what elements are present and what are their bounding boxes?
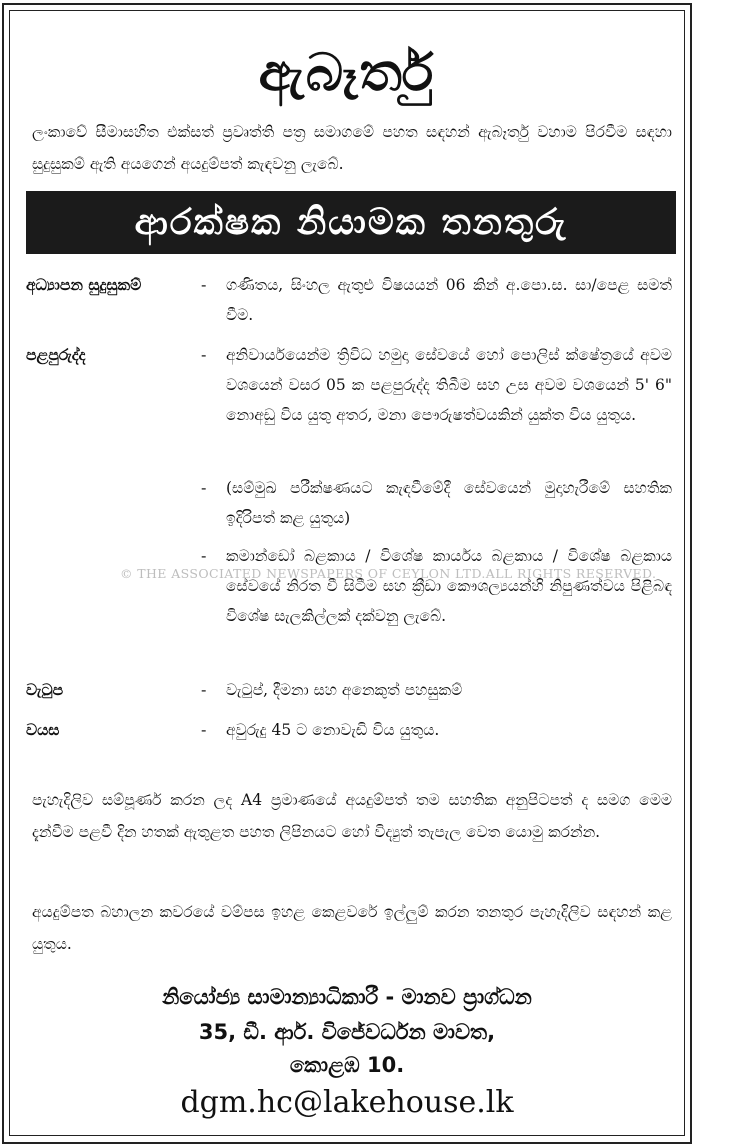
- requirement-dash: -: [201, 478, 207, 497]
- requirement-dash: -: [201, 546, 207, 565]
- requirement-label: අධ්‍යාපන සුදුසුකම්: [26, 276, 142, 294]
- intro-paragraph: ලංකාවේ සීමාසහිත එක්සත් ප්‍රවෘත්ති පත්‍ර සමාගමේ පහත සඳහන් ඇබෑර්තු වහාම පිරවීම සඳහා සුදුසුකම් ඇති අයගෙන් අයදුම්පත් කැඳවනු ලැබේ.: [32, 123, 672, 173]
- requirement-text: (සම්මුඛ පරීක්ෂණයට කැඳවීමේදී සේවයෙන් මුදාහැරීමේ සහතික ඉදිරිපත් කළ යුතුය): [226, 479, 672, 527]
- requirement-text: අවුරුදු 45 ට නොවැඩි විය යුතුය.: [226, 721, 440, 739]
- envelope-note: අයදුම්පත බහාලන කවරයේ වම්පස ඉහළ කෙළවරේ ඉල්ලුම් කරන තනතුර පැහැදිලිව සඳහන් කළ යුතුය.: [32, 903, 672, 953]
- requirement-dash: -: [201, 680, 207, 699]
- requirement-label: වයස: [26, 721, 60, 739]
- requirement-dash: -: [201, 720, 207, 739]
- contact-address-line2: කොළඹ 10.: [289, 1053, 405, 1077]
- advert-title: ඇබෑර්තු: [258, 43, 436, 103]
- requirement-text: කමාන්ඩෝ බළකාය / විශේෂ කාර්යය බළකාය / විශේෂ බළකාය සේවයේ නිරත වී සිටීම සහ ක්‍රීඩා කෞශල්‍යයන්හි නිපුණත්වය පිළිබඳ විශේෂ සැලකිල්ලක් දක්වනු ලැබේ.: [226, 547, 672, 625]
- contact-email[interactable]: dgm.hc@lakehouse.lk: [180, 1085, 514, 1120]
- contact-designation: නියෝජ්‍ය සාමාන්‍යාධිකාරී - මානව ප්‍රාග්ධන: [162, 985, 532, 1009]
- requirement-dash: -: [201, 275, 207, 294]
- requirement-dash: -: [201, 345, 207, 364]
- requirement-text: අනිවාර්යයෙන්ම ත්‍රිවිධ හමුදා සේවයේ හෝ පොලිස් ක්ෂේත්‍රයේ අවම වශයෙන් වසර 05 ක පළපුරුද්ද තිබීම සහ උස අවම වශයෙන් 5' 6" නොඅඩු විය යුතු අතර, මනා පෞරුෂත්වයකින් යුක්ත විය යුතුය.: [226, 346, 672, 424]
- requirement-label: පළපුරුද්ද: [26, 346, 86, 364]
- position-title-banner: ආරක්ෂක නියාමක තනතුරු: [26, 191, 676, 254]
- requirement-text: වැටුප්, දීමනා සහ අනෙකුත් පහසුකම්: [226, 681, 463, 699]
- application-instructions: පැහැදිලිව සම්පූර්ණ කරන ලද A4 ප්‍රමාණයේ අයදුම්පත් තම සහතික අනුපිටපත් ද සමග මෙම දැන්වීම පළවී දින හතක් ඇතුළත පහත ලිපිනයට හෝ විද්‍යුත් තැපැල වෙත යොමු කරන්න.: [32, 791, 672, 841]
- contact-address-line1: 35, ඩී. ආර්. විජේවර්ධන මාවත,: [198, 1020, 496, 1044]
- requirement-text: ගණිතය, සිංහල ඇතුළු විෂයයන් 06 කින් අ.පො.ස. සා/පෙළ සමත් වීම.: [226, 276, 672, 324]
- requirement-label: වැටුප: [26, 681, 64, 699]
- copyright-watermark: © THE ASSOCIATED NEWSPAPERS OF CEYLON LTD.ALL RIGHTS RESERVED.: [120, 566, 657, 581]
